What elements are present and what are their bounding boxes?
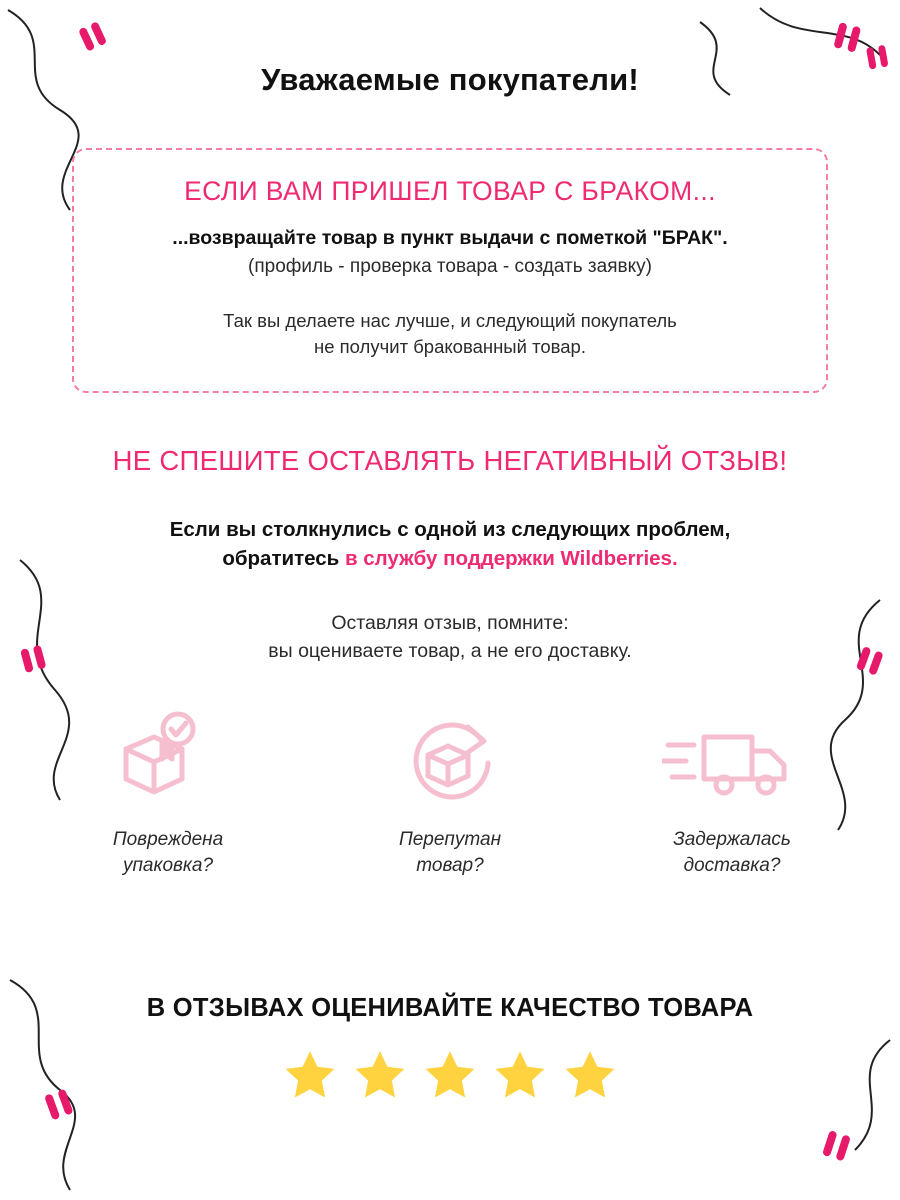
remember-note — [60, 609, 840, 666]
caption-line-1: Перепутан — [398, 829, 502, 851]
star-icon — [349, 1045, 411, 1105]
caption-line-2: товар? — [416, 854, 484, 876]
star-icon — [489, 1045, 551, 1105]
damaged-package-icon — [68, 711, 268, 807]
remember-line-1: Оставляя отзыв, помните: — [331, 611, 569, 634]
defect-box-path-hint: (профиль - проверка товара - создать заявку) — [248, 256, 652, 277]
defect-info-box — [72, 148, 828, 393]
rating-stars — [60, 1045, 840, 1105]
problem-item-late-delivery — [632, 711, 832, 897]
problems-line-1: Если вы столкнулись с одной из следующих проблем, — [169, 517, 731, 541]
defect-note-line-1: Так вы делаете нас лучше, и следующий покупатель — [223, 310, 677, 331]
caption-line-2: доставка? — [683, 854, 781, 876]
wrong-item-return-icon — [350, 711, 550, 807]
warning-title: НЕ СПЕШИТЕ ОСТАВЛЯТЬ НЕГАТИВНЫЙ ОТЗЫВ! — [112, 444, 788, 476]
caption-line-1: Задержалась — [673, 829, 791, 851]
icon-caption-damaged-package — [68, 827, 268, 878]
star-icon — [559, 1045, 621, 1105]
caption-line-2: упаковка? — [122, 854, 214, 876]
defect-box-instruction: ...возвращайте товар в пункт выдачи с пометкой "БРАК". — [172, 227, 728, 249]
problems-intro — [60, 515, 840, 573]
support-mention: в службу поддержки Wildberries. — [344, 546, 678, 570]
defect-note-line-2: не получит бракованный товар. — [314, 336, 586, 358]
squiggle-line — [760, 8, 880, 55]
defect-box-note — [94, 308, 806, 361]
star-icon — [279, 1045, 341, 1105]
icon-caption-late-delivery — [632, 827, 832, 878]
page-title: Уважаемые покупатели! — [261, 62, 639, 97]
poster-content — [0, 62, 900, 1105]
problem-item-wrong-item — [350, 711, 550, 897]
problem-icons-row — [60, 711, 840, 897]
caption-line-1: Повреждена — [112, 829, 224, 851]
problem-item-damaged-package — [68, 711, 268, 897]
defect-box-title: ЕСЛИ ВАМ ПРИШЕЛ ТОВАР С БРАКОМ... — [184, 176, 716, 206]
footer-title: В ОТЗЫВАХ ОЦЕНИВАЙТЕ КАЧЕСТВО ТОВАРА — [146, 993, 754, 1022]
delivery-truck-icon — [632, 711, 832, 807]
problems-line-2-plain: обратитесь — [222, 546, 345, 570]
star-icon — [419, 1045, 481, 1105]
icon-caption-wrong-item — [350, 827, 550, 878]
remember-line-2: вы оцениваете товар, а не его доставку. — [268, 640, 632, 663]
